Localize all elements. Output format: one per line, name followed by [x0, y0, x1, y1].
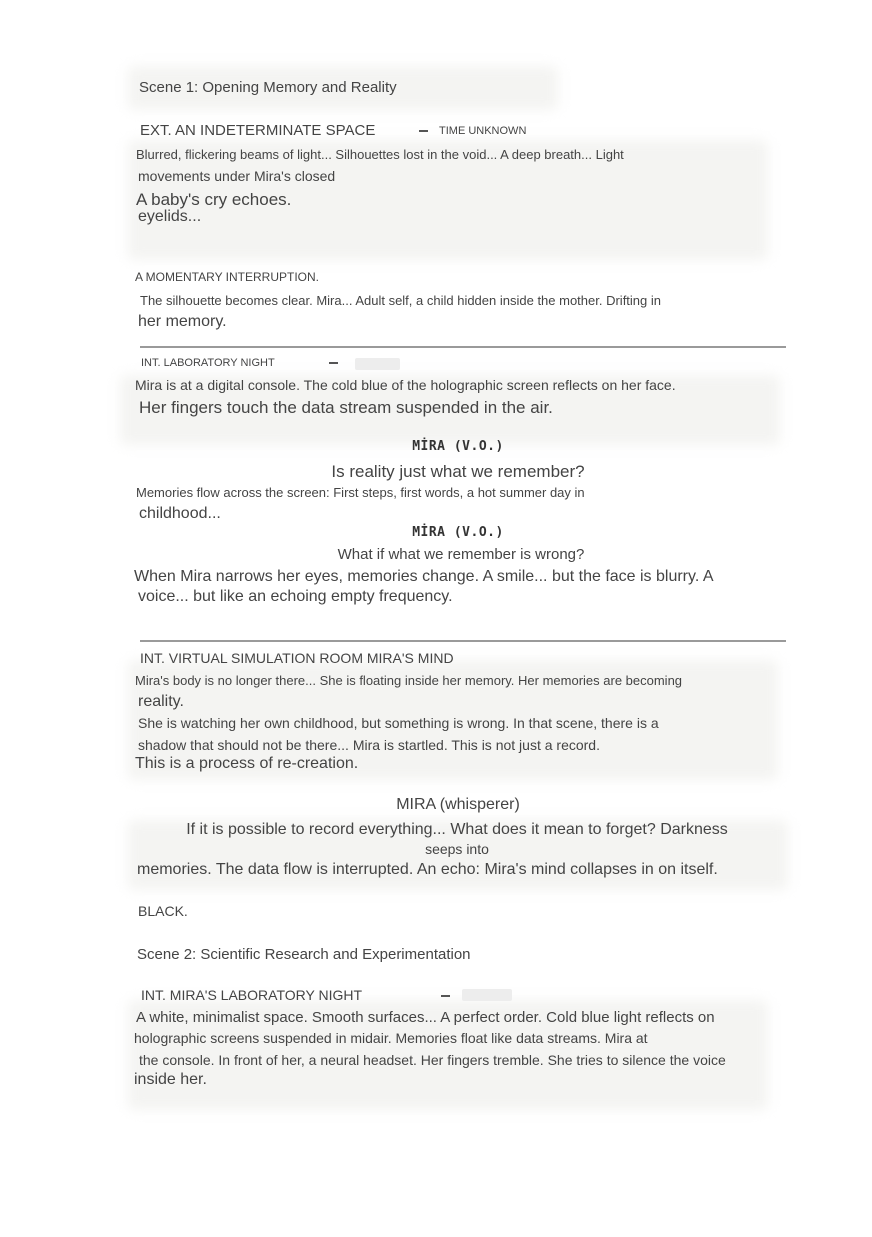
divider [140, 346, 786, 348]
character-name: MIRA (whisperer) [396, 796, 520, 813]
scene-heading: INT. LABORATORY NIGHT [141, 357, 275, 369]
action-line: shadow that should not be there... Mira is startled. This is not just a record. [138, 737, 600, 753]
scene-title: Scene 1: Opening Memory and Reality [139, 79, 397, 96]
character-name: MİRA (V.O.) [412, 525, 504, 540]
action-line: holographic screens suspended in midair. Memories float like data streams. Mira at [134, 1030, 648, 1046]
action-line: Mira's body is no longer there... She is floating inside her memory. Her memories are becoming [135, 673, 683, 688]
redacted-block [462, 989, 512, 1001]
action-line: Mira is at a digital console. The cold blue of the holographic screen reflects on her face. [135, 377, 676, 393]
action-line: inside her. [134, 1071, 207, 1088]
dialogue: What if what we remember is wrong? [337, 546, 585, 563]
action-line: When Mira narrows her eyes, memories change. A smile... but the face is blurry. A [134, 568, 714, 585]
scene-title: Scene 2: Scientific Research and Experimentation [137, 946, 471, 963]
action-line: childhood... [139, 505, 221, 522]
action-line: voice... but like an echoing empty frequency. [138, 588, 453, 605]
divider [140, 640, 786, 642]
action-line: her memory. [138, 313, 227, 330]
action-line: the console. In front of her, a neural headset. Her fingers tremble. She tries to silence the voice [139, 1052, 726, 1068]
transition: A MOMENTARY INTERRUPTION. [135, 270, 320, 284]
character-name: MİRA (V.O.) [412, 439, 504, 454]
action-line: A white, minimalist space. Smooth surfaces... A perfect order. Cold blue light reflects on [136, 1009, 715, 1026]
action-line: This is a process of re-creation. [135, 755, 359, 772]
action-line: movements under Mira's closed [138, 168, 336, 184]
dialogue: Is reality just what we remember? [331, 462, 585, 481]
action-line: She is watching her own childhood, but something is wrong. In that scene, there is a [138, 715, 659, 731]
transition: BLACK. [138, 903, 188, 919]
action-line: eyelids... [138, 208, 202, 225]
action-line: The silhouette becomes clear. Mira... Adult self, a child hidden inside the mother. Drifting in [140, 293, 661, 308]
dialogue: seeps into [425, 841, 489, 857]
action-line: Memories flow across the screen: First steps, first words, a hot summer day in [136, 485, 585, 500]
action-line: Her fingers touch the data stream suspended in the air. [139, 398, 553, 417]
heading-time: TIME UNKNOWN [439, 125, 527, 137]
scene-heading: INT. VIRTUAL SIMULATION ROOM MIRA'S MIND [140, 650, 454, 666]
action-line: A baby's cry echoes. [136, 190, 292, 209]
heading-dash [441, 995, 450, 997]
heading-dash [329, 362, 338, 364]
heading-dash [419, 130, 428, 132]
scene-heading: EXT. AN INDETERMINATE SPACE [140, 122, 376, 139]
action-line: Blurred, flickering beams of light... Silhouettes lost in the void... A deep breath... Light [136, 147, 624, 162]
action-line: memories. The data flow is interrupted. An echo: Mira's mind collapses in on itself. [137, 861, 718, 878]
scene-heading: INT. MIRA'S LABORATORY NIGHT [141, 987, 363, 1003]
redacted-block [355, 358, 400, 370]
action-line: reality. [138, 693, 184, 710]
dialogue: If it is possible to record everything... What does it mean to forget? Darkness [186, 821, 728, 838]
